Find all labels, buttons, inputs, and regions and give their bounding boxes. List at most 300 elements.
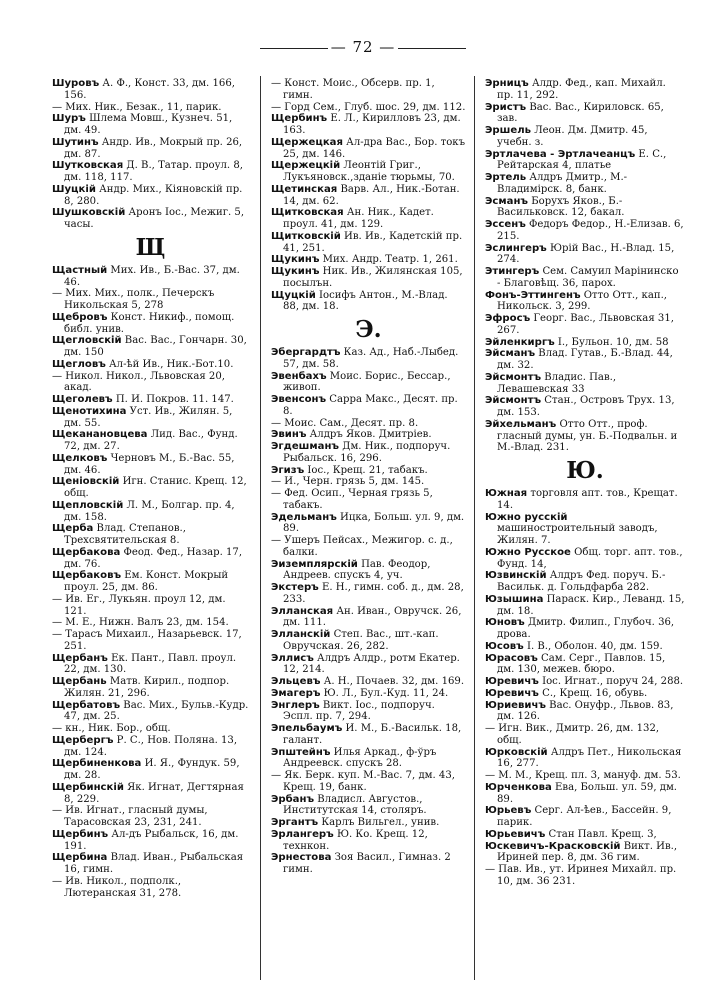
entry-details: Вас. Онуфр., Львов. 83, дм. 126. (497, 699, 677, 723)
directory-entry (485, 782, 685, 806)
entry-details: Параск. Кир., Леванд. 15, дм. 18. (497, 593, 688, 617)
entry-details: Вас. Вас., Гончарн. 30, дм. 150 (64, 335, 251, 358)
entry-surname: Эвенбахъ (271, 370, 327, 382)
directory-entry (485, 313, 685, 337)
entry-details: Ек. Пант., Павл. проул. 22, дм. 130. (64, 652, 240, 676)
directory-entry (485, 172, 685, 196)
entry-details: Влад. Гутав., Б.-Влад. 44, дм. 32. (497, 348, 677, 371)
entry-details: Владисл. Августов., Институтская 14, столяръ. (283, 793, 427, 817)
directory-entry (271, 700, 466, 724)
entry-details: Ицка, Больш. ул. 9, дм. 89. (283, 511, 468, 535)
entry-surname: Эрбанъ (271, 793, 315, 805)
entry-details: — Игн. Вик., Дмитр. 26, дм. 132, общ. (485, 723, 663, 746)
directory-entry (52, 288, 249, 312)
entry-surname: Энглеръ (271, 699, 320, 711)
entry-surname: Щеканановцева (52, 429, 148, 441)
entry-surname: Эйсманъ (485, 348, 536, 360)
directory-entry (271, 476, 466, 488)
entry-details: — М. Е., Нижн. Валъ 23, дм. 154. (52, 617, 229, 629)
entry-details: Іос. Игнат., поруч 24, 288. (538, 676, 684, 687)
directory-entry (271, 290, 466, 314)
entry-surname: Щебровъ (52, 311, 108, 323)
entry-details: С., Крещ. 16, обувь. (538, 687, 648, 699)
entry-surname: Этингеръ (485, 266, 540, 277)
directory-entry (271, 78, 466, 102)
entry-details: Л. М., Болгар. пр. 4, дм. 158. (64, 499, 238, 523)
entry-details: Георг. Вас., Львовская 31, 267. (497, 313, 678, 336)
entry-details: — Моис. Сам., Десят. пр. 8. (271, 417, 419, 429)
directory-entry (485, 395, 685, 419)
directory-entry (52, 371, 249, 395)
directory-entry (271, 429, 466, 441)
entry-surname: Щегловъ (52, 358, 106, 370)
entry-surname: Южная (485, 488, 528, 499)
entry-details: Е. Л., Кирилловъ 23, дм. 163. (283, 113, 464, 136)
directory-entry (485, 805, 685, 829)
entry-surname: Эпштейнъ (271, 746, 331, 758)
directory-entry (485, 570, 685, 594)
directory-entry (271, 582, 466, 606)
entry-surname: Щербанъ (52, 652, 108, 664)
entry-surname: Щербиненкова (52, 758, 142, 770)
directory-entry (271, 488, 466, 512)
entry-surname: Эдельманъ (271, 511, 337, 523)
directory-entry (485, 78, 685, 102)
entry-details: Юрій Вас., Н.-Влад. 15, 274. (497, 242, 678, 266)
entry-details: Леон. Дм. Дмитр. 45, учебн. з. (497, 125, 651, 148)
directory-entry (52, 265, 249, 289)
entry-surname: Юновъ (485, 617, 525, 629)
entry-details: Лид. Вас., Фунд. 72, дм. 27. (64, 429, 241, 452)
entry-details: — Фед. Осип., Черная грязь 5, табакъ. (271, 488, 437, 511)
entry-surname: Эрницъ (485, 78, 529, 89)
entry-details: Зоя Васил., Гимназ. 2 гимн. (283, 852, 454, 875)
entry-surname: Юрасовъ (485, 652, 538, 664)
entry-details: А. Н., Почаев. 32, дм. 169. (320, 676, 465, 687)
column-3 (485, 78, 688, 983)
entry-surname: Эслингеръ (485, 242, 547, 254)
directory-entry (271, 266, 466, 290)
entry-surname: Щегловскій (52, 335, 122, 347)
directory-entry (52, 758, 249, 782)
directory-entry (271, 465, 466, 477)
directory-entry (271, 254, 466, 266)
directory-entry (271, 418, 466, 430)
section-letter: Ю. (566, 457, 604, 484)
directory-entry (52, 735, 249, 759)
entry-surname: Южно Русское (485, 546, 571, 558)
directory-entry (485, 196, 685, 220)
entry-details: Моис. Борис., Бессар., живоп. (283, 370, 454, 394)
entry-surname: Юскевичъ-Красковскій (485, 840, 621, 852)
entry-surname: Юревичъ (485, 676, 539, 687)
directory-entry (52, 676, 249, 700)
entry-details: Алдръ Пет., Никольская 16, 277. (497, 746, 685, 770)
directory-entry (52, 476, 249, 500)
directory-entry (271, 441, 466, 465)
entry-details: — Ив. Игнат., гласный думы, Тарасовская 23, 231, 241. (52, 805, 211, 828)
directory-entry (485, 593, 688, 618)
directory-entry (52, 617, 249, 629)
entry-details: Е. Н., гимн. соб. д., дм. 28, 233. (283, 582, 468, 605)
entry-surname: Эпельбаумъ (271, 723, 343, 734)
directory-entry (52, 406, 249, 430)
directory-entry (271, 535, 466, 559)
directory-entry (485, 841, 685, 865)
directory-entry (271, 394, 466, 418)
entry-details: Владис. Пав., Левашевская 33 (497, 371, 620, 395)
entry-details: Карлъ Вильгел., унив. (318, 817, 440, 828)
entry-details: — Никол. Никол., Львовская 20, акад. (52, 370, 229, 394)
directory-entry (271, 113, 466, 137)
column-divider-2 (474, 76, 475, 980)
entry-surname: Эйсмонтъ (485, 371, 542, 383)
entry-surname: Щербаковъ (52, 570, 122, 582)
entry-details: — Ушеръ Пейсах., Межигор. с. д., балки. (271, 535, 457, 558)
entry-details: Іосифъ Антон., М.-Влад. 88, дм. 18. (283, 289, 451, 313)
entry-details: Алдръ Дмитр., М.-Владимірск. 8, банк. (497, 172, 628, 195)
directory-entry (485, 770, 685, 782)
entry-surname: Эртлачева - Эртлачеанцъ (485, 148, 636, 160)
entry-details: И. Я., Фундук. 59, дм. 28. (64, 758, 243, 781)
page-header (0, 38, 726, 56)
entry-details: Шлема Мовш., Кузнеч. 51, дм. 49. (64, 113, 236, 136)
directory-entry (271, 723, 466, 747)
entry-details: А. Ф., Конст. 33, дм. 166, 156. (64, 78, 239, 101)
column-1 (52, 78, 252, 983)
entry-surname: Щеголевъ (52, 394, 113, 405)
directory-entry (52, 523, 249, 547)
directory-entry (271, 829, 466, 853)
entry-surname: Эристъ (485, 101, 527, 113)
entry-details: Ан. Иван., Овручск. 26, дм. 111. (283, 605, 465, 629)
entry-details: Сем. Самуил Марінинско - Благовѣщ. 36, парох. (497, 266, 682, 289)
directory-entry (485, 102, 685, 126)
entry-surname: Эрлангеръ (271, 828, 334, 840)
entry-details: Мих. Ив., Б.-Вас. 37, дм. 46. (64, 264, 243, 288)
entry-surname: Шутинъ (52, 136, 99, 148)
entry-surname: Элланскій (271, 629, 331, 640)
directory-entry (485, 723, 685, 747)
entry-details: Серг. Ал-ѣев., Бассейн. 9, парик. (497, 805, 675, 828)
page-number: — 72 — (330, 38, 396, 56)
entry-surname: Щепловскій (52, 499, 124, 511)
entry-details: Е. С., Рейтарская 4, платье (497, 148, 670, 172)
entry-details: Вас. Мих., Бульв.-Кудр. 47, дм. 25. (64, 699, 252, 723)
directory-entry (485, 700, 685, 724)
entry-surname: Щербакова (52, 546, 121, 558)
entry-surname: Щукинъ (271, 266, 320, 277)
column-divider-1 (260, 76, 261, 980)
entry-surname: Элланская (271, 605, 334, 617)
section-letter: Щ (135, 233, 166, 261)
entry-surname: Юревичъ (485, 687, 539, 699)
entry-details: И. М., Б.-Васильк. 18, галант. (283, 723, 465, 746)
directory-entry (485, 747, 685, 771)
entry-surname: Юрченкова (485, 781, 552, 793)
entry-surname: Щержецкая (271, 136, 343, 148)
entry-details: П. И. Покров. 11. 147. (112, 394, 234, 405)
entry-details: Алдр. Фед., кап. Михайл. пр. 11, 292. (497, 78, 670, 101)
entry-surname: Шутковская (52, 160, 124, 172)
entry-surname: Щенотихина (52, 405, 127, 417)
directory-entry (52, 102, 249, 114)
directory-entry (271, 629, 466, 653)
entry-surname: Эвинъ (271, 429, 307, 441)
entry-details: Леонтій Григ., Лукъяновск.,зданіе тюрьмы, 70. (283, 160, 455, 183)
entry-details: — Тарасъ Михаил., Назарьевск. 17, 251. (52, 629, 245, 652)
entry-surname: Эрнестова (271, 852, 332, 864)
entry-details: Андр. Мих., Кіяновскій пр. 8, 280. (64, 183, 246, 207)
entry-details: — Як. Берк. куп. М.-Вас. 7, дм. 43, Крещ. 19, банк. (271, 770, 459, 793)
directory-entry (52, 547, 249, 571)
entry-details: Конст. Никиф., помощ. библ. унив. (64, 311, 238, 335)
entry-surname: Шушковскій (52, 207, 126, 219)
directory-entry (271, 347, 466, 371)
entry-surname: Эльцевъ (271, 676, 321, 687)
directory-entry (485, 125, 685, 149)
entry-details: Алдръ Фед. поруч. Б.-Васильк. д. Гольдфарба 282. (497, 570, 666, 593)
entry-surname: Щербань (52, 676, 107, 687)
directory-entry (52, 629, 249, 653)
directory-entry (271, 184, 466, 208)
directory-entry (271, 794, 466, 818)
entry-surname: Щержецкій (271, 160, 341, 172)
entry-details: Ем. Конст. Мокрый проул. 25, дм. 86. (64, 570, 232, 593)
directory-entry (271, 747, 466, 771)
entry-details: Ан. Ник., Кадет. проул. 41, дм. 129. (283, 207, 438, 230)
directory-entry (52, 570, 249, 594)
entry-details: Ив. Ив., Кадетскій пр. 41, 251. (283, 230, 466, 254)
directory-entry (271, 770, 466, 794)
entry-surname: Юрьевичъ (485, 828, 546, 840)
entry-surname: Щерба (52, 523, 94, 535)
entry-details: — Конст. Моис., Обсерв. пр. 1, гимн. (271, 78, 438, 101)
directory-entry (271, 688, 466, 700)
entry-surname: Эвенсонъ (271, 394, 327, 405)
directory-entry (271, 102, 466, 114)
directory-entry (52, 723, 249, 735)
directory-entry (485, 829, 685, 841)
entry-details: І. В., Оболон. 40, дм. 159. (523, 640, 663, 652)
directory-entry (52, 699, 252, 724)
entry-details: — Ив. Никол., подполк., Лютеранская 31, 278. (52, 875, 185, 899)
entry-surname: Щербинъ (52, 828, 109, 840)
entry-details: Игн. Станис. Крещ. 12, общ. (64, 476, 250, 499)
directory-entry (485, 864, 685, 888)
entry-surname: Шуровъ (52, 78, 100, 89)
directory-entry (485, 348, 685, 372)
entry-details: Сам. Серг., Павлов. 15, дм. 130, межев. бюро. (497, 652, 669, 676)
directory-entry (485, 641, 685, 653)
entry-surname: Юзышина (485, 593, 544, 605)
header-rule-right (398, 48, 466, 49)
entry-surname: Щербинъ (271, 113, 328, 125)
entry-details: — Мих. Мих., полк., Печерскъ Никольская 5, 278 (52, 288, 218, 311)
entry-details: Викт. Іос., подпоруч. Эспл. пр. 7, 294. (283, 699, 439, 723)
entry-details: Дмитр. Филип., Глубоч. 36, дрова. (497, 617, 678, 640)
directory-entry (485, 617, 685, 641)
entry-details: Мих. Андр. Театр. 1, 261. (319, 254, 458, 266)
section-letter: Э. (355, 316, 382, 343)
entry-details: торговля апт. тов., Крещат. 14. (497, 488, 681, 511)
entry-surname: Щитковскій (271, 230, 341, 242)
entry-details: Ю. Л., Бул.-Куд. 11, 24. (320, 687, 449, 699)
entry-details: Влад. Степанов., Трехсвятительская 8. (64, 523, 190, 546)
directory-entry (52, 653, 249, 677)
entry-details: Д. В., Татар. проул. 8, дм. 118, 117. (64, 160, 247, 183)
entry-details: Іос., Крещ. 21, табакъ. (304, 464, 428, 476)
entry-surname: Щербинскій (52, 781, 124, 793)
directory-entry (485, 676, 685, 688)
entry-surname: Эйхельманъ (485, 418, 557, 430)
column-2 (271, 78, 469, 983)
directory-entry (52, 852, 249, 876)
entry-surname: Эллисъ (271, 652, 314, 664)
directory-entry (485, 219, 685, 243)
entry-surname: Эмагеръ (271, 687, 321, 699)
entry-surname: Эсманъ (485, 195, 529, 207)
entry-details: Борухъ Яков., Б.-Васильковск. 12, бакал. (497, 195, 625, 219)
directory-entry (485, 488, 685, 512)
entry-details: Общ. торг. апт. тов., Фунд. 14, (497, 546, 686, 570)
directory-entry (271, 606, 466, 630)
directory-entry (485, 512, 685, 547)
directory-entry (271, 136, 469, 161)
entry-surname: Юрьевъ (485, 805, 532, 817)
entry-details: Ник. Ив., Жилянская 105, посылън. (283, 266, 466, 289)
entry-details: Як. Игнат, Дегтярная 8, 229. (64, 781, 248, 805)
directory-entry (52, 359, 249, 371)
directory-entry (485, 653, 685, 677)
entry-details: Ал-дъ Рыбальск, 16, дм. 191. (64, 828, 242, 852)
directory-entry (52, 137, 249, 161)
entry-details: Алдръ Яков. Дмитріев. (306, 429, 432, 441)
entry-details: Черновъ М., Б.-Вас. 55, дм. 46. (64, 452, 238, 476)
directory-entry (52, 113, 249, 137)
entry-surname: Эфросъ (485, 313, 531, 324)
entry-surname: Эртель (485, 172, 527, 183)
directory-entry (52, 453, 249, 477)
entry-surname: Эссенъ (485, 219, 526, 230)
entry-surname: Эгизъ (271, 464, 305, 476)
entry-surname: Юсовъ (485, 640, 524, 652)
directory-entry (52, 160, 249, 184)
entry-details: Дм. Ник., подпоруч. Рыбальск. 16, 296. (283, 441, 454, 464)
directory-entry (485, 372, 685, 396)
entry-details: Влад. Иван., Рыбальская 16, гимн. (64, 852, 247, 875)
entry-surname: Эршель (485, 125, 531, 136)
entry-details: Варв. Ал., Ник.-Ботан. 14, дм. 62. (283, 183, 463, 207)
directory-entry (485, 337, 685, 349)
entry-surname: Юриевичъ (485, 699, 546, 711)
entry-surname: Юзвинскій (485, 570, 547, 582)
directory-entry (52, 782, 249, 806)
directory-entry (271, 512, 466, 536)
entry-surname: Щербергъ (52, 734, 114, 746)
entry-surname: Эбергардтъ (271, 347, 341, 358)
directory-entry (271, 160, 466, 184)
entry-surname: Щитковская (271, 207, 344, 219)
entry-surname: Эйсмонтъ (485, 395, 542, 407)
entry-surname: Щастный (52, 264, 108, 276)
entry-details: Феод. Фед., Назар. 17, дм. 76. (64, 546, 246, 570)
directory-entry (271, 817, 466, 829)
entry-details: — Мих. Ник., Безак., 11, парик. (52, 101, 222, 113)
entry-details: Ю. Ко. Крещ. 12, технкон. (283, 828, 432, 852)
entry-surname: Южно русскій (485, 511, 568, 523)
entry-surname: Щеніовскій (52, 476, 120, 488)
entry-surname: Экстеръ (271, 582, 319, 593)
directory-entry (485, 243, 685, 267)
directory-entry (485, 688, 685, 700)
entry-details: Вас. Вас., Кириловск. 65, зав. (497, 101, 668, 125)
entry-details: машиностроительный заводъ, Жилян. 7. (497, 511, 661, 546)
directory-entry (485, 149, 685, 173)
entry-details: — М. М., Крещ. пл. 3, мануф. дм. 53. (485, 770, 681, 781)
entry-details: Стан., Островъ Трух. 13, дм. 153. (497, 395, 678, 418)
entry-details: Уст. Ив., Жилян. 5, дм. 55. (64, 405, 236, 429)
directory-entry (485, 547, 685, 571)
entry-details: Пав. Феодор, Андреев. спускъ 4, уч. (283, 558, 434, 582)
entry-details: Отто Отт., кап., Никольск. 3, 299. (497, 289, 671, 313)
entry-details: Ал-ѣй Ив., Ник.-Бот.10. (105, 358, 234, 370)
entry-details: Андр. Ив., Мокрый пр. 26, дм. 87. (64, 136, 246, 160)
directory-entry (271, 559, 466, 583)
entry-details: — Горд Сем., Глуб. шос. 29, дм. 112. (271, 101, 466, 113)
directory-entry (52, 184, 249, 208)
directory-entry (52, 335, 249, 359)
entry-details: — И., Черн. грязь 5, дм. 145. (271, 476, 425, 488)
entry-details: — кн., Ник. Бор., общ. (52, 723, 171, 734)
directory-entry (52, 594, 249, 618)
entry-surname: Шуръ (52, 113, 86, 125)
header-rule-left (260, 48, 328, 49)
entry-details: Алдръ Алдр., ротм Екатер. 12, 214. (283, 652, 464, 676)
directory-entry (52, 78, 249, 102)
directory-entry (52, 500, 249, 524)
directory-entry (271, 653, 466, 677)
entry-surname: Щербатовъ (52, 699, 121, 711)
entry-details: Степ. Вас., шт.-кап. Овручская. 26, 282. (283, 629, 442, 652)
entry-details: — Ив. Ег., Лукьян. проул 12, дм. 121. (52, 593, 229, 617)
entry-details: І., Бульон. 10, дм. 58 (554, 336, 669, 348)
entry-details: Р. С., Нов. Поляна. 13, дм. 124. (64, 734, 241, 758)
entry-surname: Щуцкій (271, 289, 316, 301)
entry-surname: Эргантъ (271, 817, 319, 828)
directory-entry (52, 207, 249, 231)
directory-entry (271, 231, 466, 255)
entry-details: Каз. Ад., Наб.-Лыбед. 57, дм. 58. (283, 347, 462, 370)
entry-surname: Эгдешманъ (271, 441, 340, 452)
directory-entry (52, 429, 249, 453)
directory-entry (52, 394, 249, 406)
directory-entry (52, 876, 249, 900)
entry-details: Федоръ Федор., Н.-Елизав. 6, 215. (497, 219, 687, 242)
directory-entry (485, 290, 685, 314)
directory-entry (52, 829, 249, 853)
entry-details: Стан Павл. Крещ. 3, (545, 828, 657, 840)
directory-entry (485, 266, 685, 290)
directory-entry (271, 676, 466, 688)
directory-entry (271, 207, 466, 231)
entry-surname: Щелковъ (52, 452, 108, 464)
directory-entry (271, 371, 466, 395)
entry-surname: Шуцкій (52, 183, 96, 195)
entry-details: Илья Аркад., ф-ўръ Андреевск. спускъ 28. (283, 746, 440, 770)
entry-surname: Фонъ-Эттингенъ (485, 289, 581, 301)
entry-details: Аронъ Іос., Межиг. 5, часы. (64, 207, 248, 230)
